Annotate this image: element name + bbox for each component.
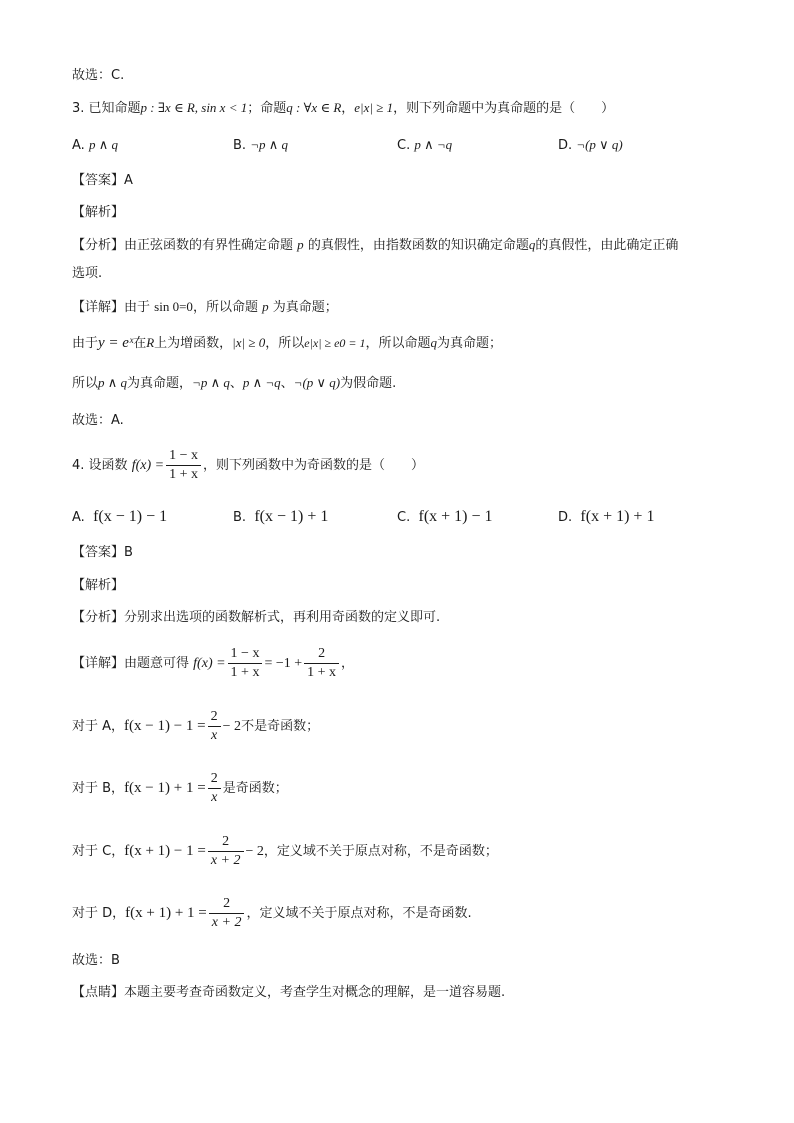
q4-option-c: C. f(x + 1) − 1 <box>397 508 493 525</box>
q4-case-c: 对于 C，f(x + 1) − 1 = $\frac{2}{x + 2}$ − 2，定义域不关于原点对称，不是奇函数； <box>72 834 498 868</box>
q4-option-a: A. f(x − 1) − 1 <box>72 508 168 525</box>
q3-fenxi: 【分析】由正弦函数的有界性确定命题 p 的真假性，由指数函数的知识确定命题q的真假性，由此确定正确 <box>72 237 679 253</box>
q3-detail-line2: 由于y = eˣ在R上为增函数，|x| ≥ 0，所以e|x| ≥ e0 = 1，所以命题q为真命题； <box>72 335 503 351</box>
q4-fenxi: 【分析】分别求出选项的函数解析式，再利用奇函数的定义即可. <box>72 610 441 625</box>
q4-case-b: 对于 B，f(x − 1) + 1 = $\frac{2}{x}$ 是奇函数； <box>72 771 288 805</box>
q4-dianjing: 【点睛】本题主要考查奇函数定义，考查学生对概念的理解，是一道容易题. <box>72 985 506 1000</box>
q3-detail-line3: 所以p ∧ q为真命题，¬p ∧ q、p ∧ ¬q、¬(p ∨ q)为假命题. <box>72 375 397 391</box>
q4-answer: 【答案】B <box>72 545 133 560</box>
proposition-p: p : ∃x ∈ R, sin x < 1 <box>140 100 248 115</box>
question-4-stem: 4. 设函数 f(x) = $\frac{1 - x}{1 + x}$ ，则下列函数中为奇函数的是（ ） <box>72 448 424 482</box>
q3-answer: 【答案】A <box>72 173 133 188</box>
q4-fraction: $\frac{1 - x}{1 + x}$ <box>166 447 201 484</box>
q3-option-a: A. p ∧ q <box>72 137 118 153</box>
q4-option-b: B. f(x − 1) + 1 <box>233 508 329 525</box>
question-3-stem: 3. 已知命题p : ∃x ∈ R, sin x < 1；命题q : ∀x ∈ R，e|x| ≥ 1，则下列命题中为真命题的是（ ） <box>72 100 615 116</box>
q3-option-d: D. ¬(p ∨ q) <box>558 137 623 153</box>
q3-option-c: C. p ∧ ¬q <box>397 137 453 153</box>
q3-analysis-heading: 【解析】 <box>72 205 125 220</box>
q3-final: 故选：A. <box>72 413 124 428</box>
q3-detail: 【详解】由于 sin 0=0，所以命题 p 为真命题； <box>72 299 338 315</box>
proposition-q-expr: e|x| ≥ 1 <box>354 100 394 115</box>
q4-case-a: 对于 A，f(x − 1) − 1 = $\frac{2}{x}$ − 2不是奇函数； <box>72 709 320 743</box>
q3-option-b: B. ¬p ∧ q <box>233 137 288 153</box>
q4-case-d: 对于 D，f(x + 1) + 1 = $\frac{2}{x + 2}$ ，定义域不关于原点对称，不是奇函数. <box>72 896 472 930</box>
prev-answer: 故选：C. <box>72 68 125 83</box>
q4-detail: 【详解】由题意可得 f(x) = $\frac{1 - x}{1 + x}$ = −1 + $\frac{2}{1 + x}$ ， <box>72 646 355 680</box>
q4-option-d: D. f(x + 1) + 1 <box>558 508 655 525</box>
q4-final: 故选：B <box>72 953 120 968</box>
q4-analysis-heading: 【解析】 <box>72 578 125 593</box>
proposition-q: q : ∀x ∈ R <box>286 100 342 115</box>
q3-fenxi-cont: 选项. <box>72 266 103 281</box>
